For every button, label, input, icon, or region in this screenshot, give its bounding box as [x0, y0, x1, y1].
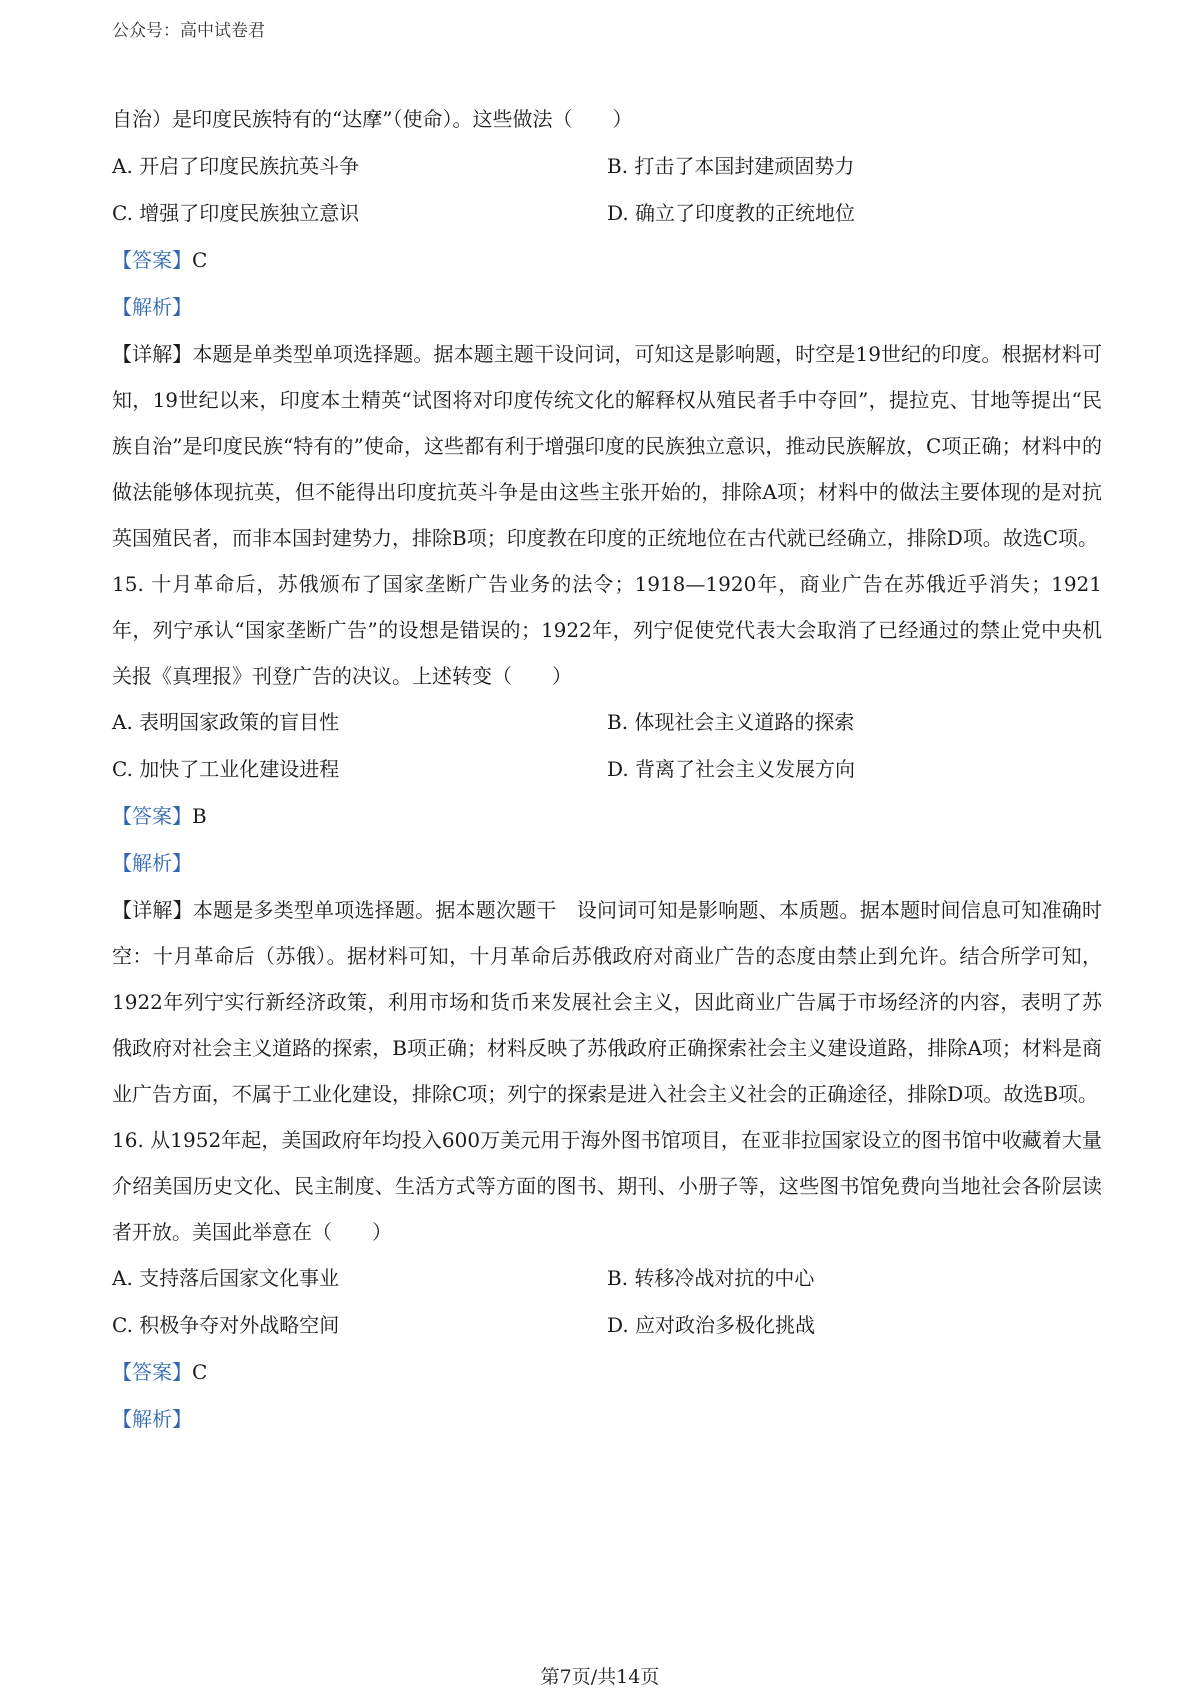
- answer-value: C: [192, 248, 208, 272]
- q15-answer: [112, 793, 1102, 840]
- document-body: [112, 96, 1102, 1443]
- q15-stem: 15. 十月革命后，苏俄颁布了国家垄断广告业务的法令；1918—1920年，商业广告在苏俄近乎消失；1921年，列宁承认“国家垄断广告”的设想是错误的；1922年，列宁促使党代表大会取消了已经通过的禁止党中央机关报《真理报》刊登广告的决议。上述转变（ ）: [112, 572, 1102, 688]
- q14-answer: [112, 237, 1102, 284]
- q16-stem: 16. 从1952年起，美国政府年均投入600万美元用于海外图书馆项目，在亚非拉国家设立的图书馆中收藏着大量介绍美国历史文化、民主制度、生活方式等方面的图书、期刊、小册子等，这些图书馆免费向当地社会各阶层读者开放。美国此举意在（ ）: [112, 1128, 1102, 1244]
- q16-options-row-1: [112, 1255, 1102, 1302]
- q14-option-d: D. 确立了印度教的正统地位: [607, 201, 856, 225]
- q15-option-c: C. 加快了工业化建设进程: [112, 757, 340, 781]
- q14-analysis-label: 【解析】: [112, 295, 192, 319]
- q14-options-row-1: [112, 143, 1102, 190]
- q15-option-d: D. 背离了社会主义发展方向: [607, 757, 856, 781]
- q15-analysis-label: 【解析】: [112, 851, 192, 875]
- q14-options-row-2: [112, 190, 1102, 237]
- watermark-text: 公众号：高中试卷君: [112, 21, 265, 41]
- answer-label: 【答案】: [112, 1360, 192, 1384]
- answer-label: 【答案】: [112, 804, 192, 828]
- q14-option-b: B. 打击了本国封建顽固势力: [607, 154, 855, 178]
- q15-option-b: B. 体现社会主义道路的探索: [607, 710, 855, 734]
- q14-detail: 【详解】本题是单类型单项选择题。据本题主题干设问词，可知这是影响题，时空是19世纪的印度。根据材料可知，19世纪以来，印度本土精英“试图将对印度传统文化的解释权从殖民者手中夺回”，提拉克、甘地等提出“民族自治”是印度民族“特有的”使命，这些都有利于增强印度的民族独立意识，推动民族解放，C项正确；材料中的做法能够体现抗英，但不能得出印度抗英斗争是由这些主张开始的，排除A项；材料中的做法主要体现的是对抗英国殖民者，而非本国封建势力，排除B项；印度教在印度的正统地位在古代就已经确立，排除D项。故选C项。: [112, 342, 1102, 550]
- answer-label: 【答案】: [112, 248, 192, 272]
- answer-value: C: [192, 1360, 208, 1384]
- q15-options-row-2: [112, 746, 1102, 793]
- answer-value: B: [192, 804, 207, 828]
- q16-options-row-2: [112, 1302, 1102, 1349]
- q15-options-row-1: [112, 699, 1102, 746]
- q16-analysis-label: 【解析】: [112, 1407, 192, 1431]
- q15-option-a: A. 表明国家政策的盲目性: [112, 710, 340, 734]
- q16-option-b: B. 转移冷战对抗的中心: [607, 1266, 815, 1290]
- q16-option-c: C. 积极争夺对外战略空间: [112, 1313, 340, 1337]
- q16-option-d: D. 应对政治多极化挑战: [607, 1313, 816, 1337]
- q14-option-c: C. 增强了印度民族独立意识: [112, 201, 360, 225]
- q16-option-a: A. 支持落后国家文化事业: [112, 1266, 340, 1290]
- q14-stem-tail: 自治）是印度民族特有的“达摩”（使命）。这些做法（ ）: [112, 107, 633, 131]
- q16-answer: [112, 1349, 1102, 1396]
- page-number: 第7页/共14页: [540, 1666, 660, 1688]
- q15-detail: 【详解】本题是多类型单项选择题。据本题次题干 设问词可知是影响题、本质题。据本题时间信息可知准确时空：十月革命后（苏俄）。据材料可知，十月革命后苏俄政府对商业广告的态度由禁止到允许。结合所学可知，1922年列宁实行新经济政策，利用市场和货币来发展社会主义，因此商业广告属于市场经济的内容，表明了苏俄政府对社会主义道路的探索，B项正确；材料反映了苏俄政府正确探索社会主义建设道路，排除A项；材料是商业广告方面，不属于工业化建设，排除C项；列宁的探索是进入社会主义社会的正确途径，排除D项。故选B项。: [112, 898, 1102, 1106]
- q14-option-a: A. 开启了印度民族抗英斗争: [112, 154, 360, 178]
